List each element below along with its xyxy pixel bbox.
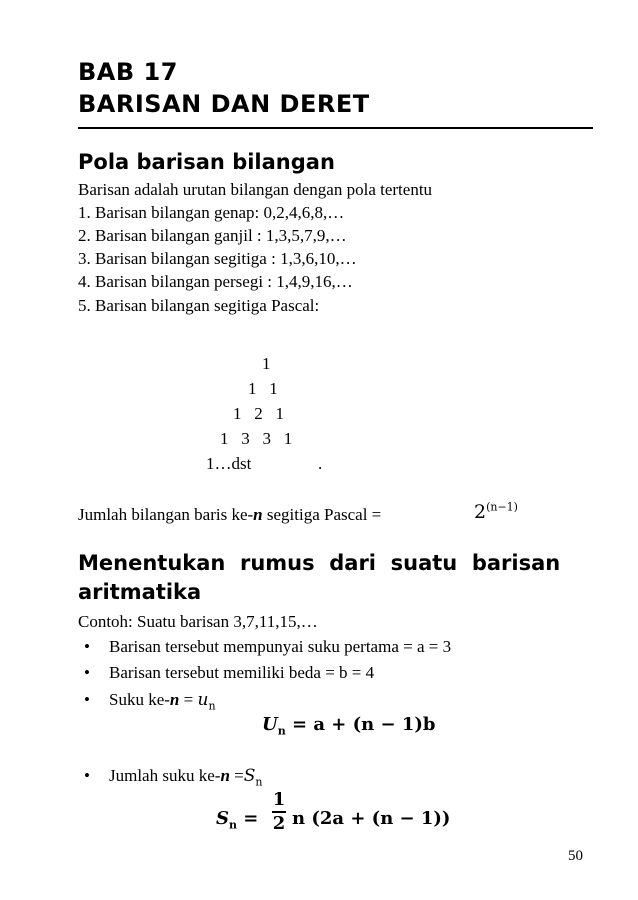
pascal-sum-base: 2 bbox=[474, 501, 487, 523]
formula-un bbox=[262, 714, 436, 738]
formula-un-sub: n bbox=[277, 724, 286, 738]
pascal-dot: . bbox=[318, 454, 323, 473]
bullet-icon: • bbox=[84, 766, 90, 785]
bullet-text: Barisan tersebut memiliki beda = b = 4 bbox=[109, 663, 375, 682]
section-heading-rumus: Menentukan rumus dari suatu barisan bbox=[78, 551, 561, 575]
bullet-text: Jumlah suku ke- bbox=[109, 766, 221, 785]
page-number: 50 bbox=[568, 848, 583, 864]
formula-sn-sub: n bbox=[229, 818, 237, 832]
bullet-icon: • bbox=[84, 663, 90, 682]
pascal-sum-text: Jumlah bilangan baris ke- bbox=[78, 505, 254, 524]
bullet-text: Barisan tersebut mempunyai suku pertama = a = 3 bbox=[109, 637, 452, 656]
chapter-title: BARISAN DAN DERET bbox=[78, 90, 370, 118]
pascal-sum-var: n bbox=[253, 505, 263, 524]
pascal-row: 1…dst bbox=[206, 454, 252, 473]
list-item: 5. Barisan bilangan segitiga Pascal: bbox=[78, 296, 320, 315]
formula-sn-fraction bbox=[272, 790, 286, 834]
pascal-row: 1 3 3 1 bbox=[220, 429, 293, 448]
var-n: n bbox=[220, 766, 230, 785]
title-underline bbox=[78, 127, 593, 129]
pascal-row: 1 2 1 bbox=[233, 404, 284, 423]
pascal-sum-line bbox=[78, 505, 381, 525]
equals: = bbox=[179, 690, 198, 709]
pascal-sum-exponent: (n−1) bbox=[486, 500, 518, 514]
bullet-icon: • bbox=[84, 637, 90, 656]
var-n: n bbox=[169, 690, 180, 709]
pascal-row: 1 bbox=[262, 354, 271, 373]
symbol-sub: n bbox=[208, 699, 216, 713]
list-item: 4. Barisan bilangan persegi : 1,4,9,16,… bbox=[78, 272, 353, 291]
section-heading-rumus-cont: aritmatika bbox=[78, 580, 202, 604]
pascal-sum-formula bbox=[474, 501, 518, 523]
bullet-icon: • bbox=[84, 690, 90, 709]
bullet-text: Suku ke- bbox=[109, 690, 170, 709]
example-text: Contoh: Suatu barisan 3,7,11,15,… bbox=[78, 612, 318, 631]
pascal-sum-text-after: segitiga Pascal = bbox=[262, 505, 382, 524]
list-item: 2. Barisan bilangan ganjil : 1,3,5,7,9,… bbox=[78, 226, 347, 245]
chapter-number: BAB 17 bbox=[78, 58, 178, 86]
list-item: 3. Barisan bilangan segitiga : 1,3,6,10,… bbox=[78, 249, 357, 268]
fraction-numerator: 1 bbox=[272, 789, 286, 810]
formula-un-lhs: U bbox=[262, 714, 278, 735]
fraction-denominator: 2 bbox=[272, 812, 286, 834]
formula-un-rhs: = a + (n − 1)b bbox=[285, 714, 436, 735]
section-heading-pola: Pola barisan bilangan bbox=[78, 150, 335, 174]
list-item: 1. Barisan bilangan genap: 0,2,4,6,8,… bbox=[78, 203, 345, 222]
formula-sn-lhs: S bbox=[216, 808, 229, 829]
symbol-s: S bbox=[243, 766, 256, 786]
formula-sn-lhs-group bbox=[216, 808, 259, 832]
bullet-suku-line bbox=[109, 690, 216, 713]
intro-text: Barisan adalah urutan bilangan dengan pola tertentu bbox=[78, 180, 433, 199]
pascal-row: 1 1 bbox=[248, 379, 278, 398]
symbol-sub: n bbox=[255, 775, 263, 789]
equals: = bbox=[229, 766, 244, 785]
formula-sn-eq: = bbox=[237, 808, 259, 829]
symbol-u: u bbox=[197, 690, 209, 710]
formula-sn-rhs: n (2a + (n − 1)) bbox=[292, 808, 451, 829]
bullet-jumlah-line bbox=[109, 766, 263, 789]
